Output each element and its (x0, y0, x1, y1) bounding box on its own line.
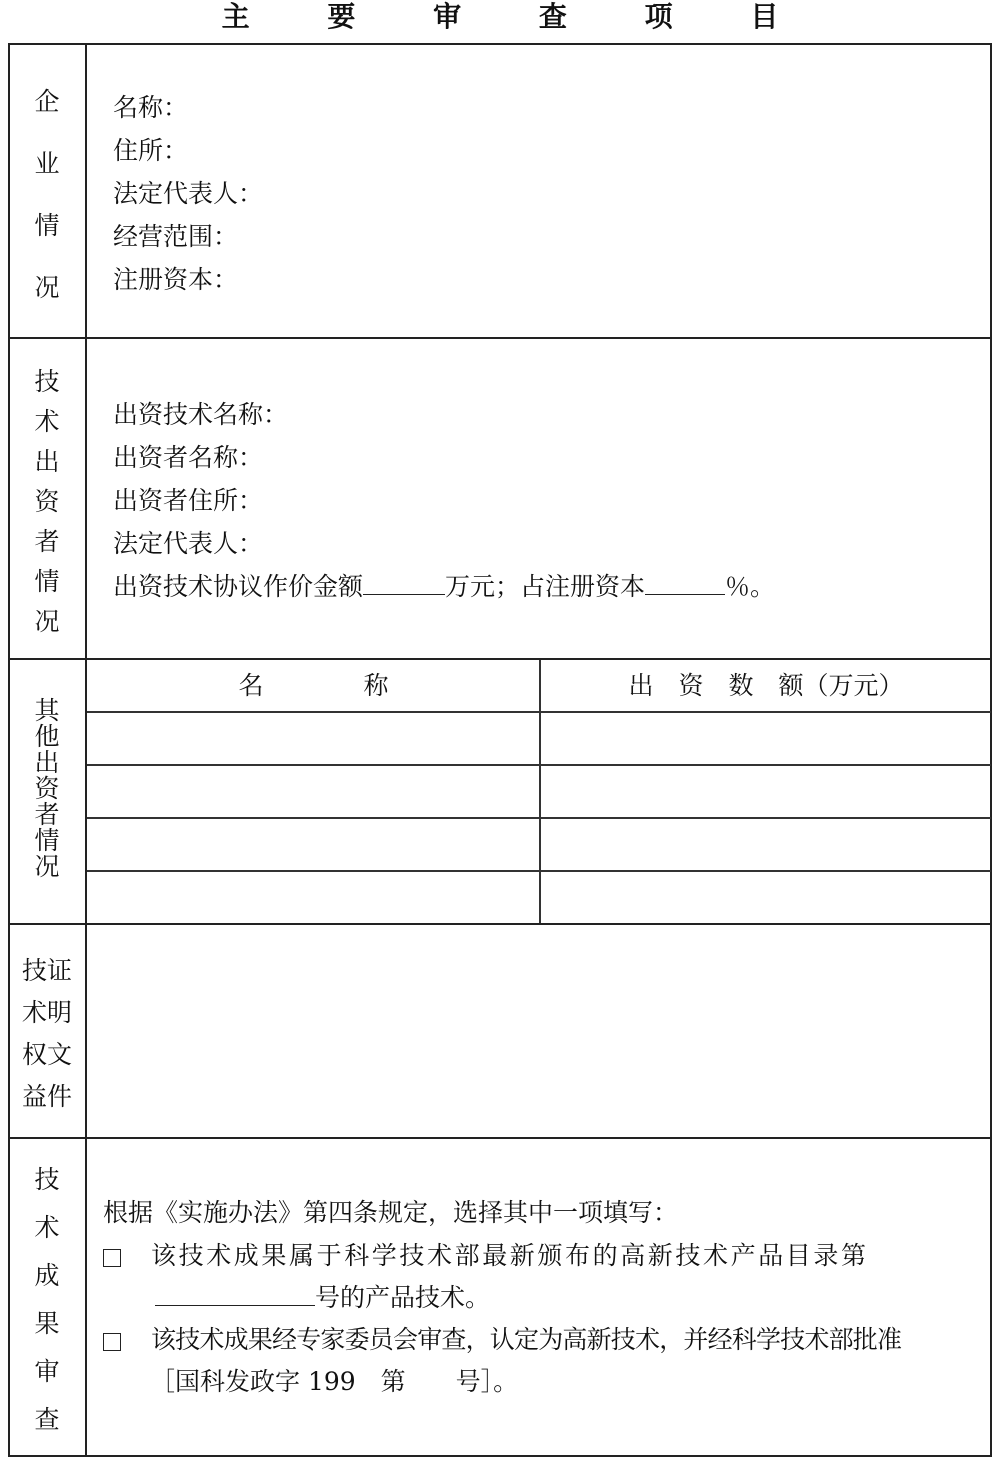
review-option-1: 该技术成果属于科学技术部最新颁布的高新技术产品目录第 (103, 1236, 983, 1272)
value-blank[interactable] (363, 572, 445, 595)
investor-name-field: 出资者名称： (113, 443, 264, 472)
row-divider (8, 923, 992, 925)
label-column-divider (85, 43, 87, 1457)
tech-rights-section-label: 技证 术明 权文 益件 (21, 956, 72, 1111)
enterprise-legal-rep-field: 法定代表人： (113, 179, 264, 208)
review-option-1-cont: 号的产品技术。 (155, 1278, 490, 1314)
other-investors-section-label: 其 他 出 资 者 情 况 (34, 696, 60, 881)
enterprise-capital-field: 注册资本： (113, 265, 239, 294)
review-intro: 根据《实施办法》第四条规定，选择其中一项填写： (103, 1198, 679, 1227)
row-divider (8, 1137, 992, 1139)
checkbox-option-1[interactable] (103, 1249, 121, 1267)
review-section-label: 技 术 成 果 审 查 (34, 1165, 60, 1434)
enterprise-section-label: 企 业 情 况 (34, 87, 60, 302)
row-divider (8, 337, 992, 339)
catalog-number-blank[interactable] (155, 1283, 315, 1306)
review-option-2-cont: ［国科发政字 199 第 号］。 (150, 1367, 519, 1396)
enterprise-scope-field: 经营范围： (113, 222, 239, 251)
percent-blank[interactable] (645, 572, 725, 595)
column-header-amount: 出 资 数 额（万元） (628, 671, 904, 700)
table-row-line (87, 764, 991, 766)
column-header-name: 名 称 (238, 671, 389, 700)
table-row-line (87, 870, 991, 872)
enterprise-name-field: 名称： (113, 93, 189, 122)
table-row-line (87, 711, 991, 713)
tech-investor-section-label: 技 术 出 资 者 情 况 (34, 367, 60, 636)
enterprise-address-field: 住所： (113, 136, 189, 165)
checkbox-option-2[interactable] (103, 1333, 121, 1351)
tech-investor-fields (113, 393, 775, 608)
investor-legal-rep-field: 法定代表人： (113, 529, 264, 558)
sub-column-divider (539, 660, 541, 923)
page-title: 主 要 审 查 项 目 (221, 0, 813, 33)
review-option-2: 该技术成果经专家委员会审查，认定为高新技术，并经科学技术部批准 (103, 1320, 983, 1356)
table-row-line (87, 817, 991, 819)
tech-name-field: 出资技术名称： (113, 400, 289, 429)
agreement-value-line: 出资技术协议作价金额 万元；占注册资本 ％。 (113, 572, 776, 601)
enterprise-fields (113, 86, 263, 301)
investor-address-field: 出资者住所： (113, 486, 264, 515)
